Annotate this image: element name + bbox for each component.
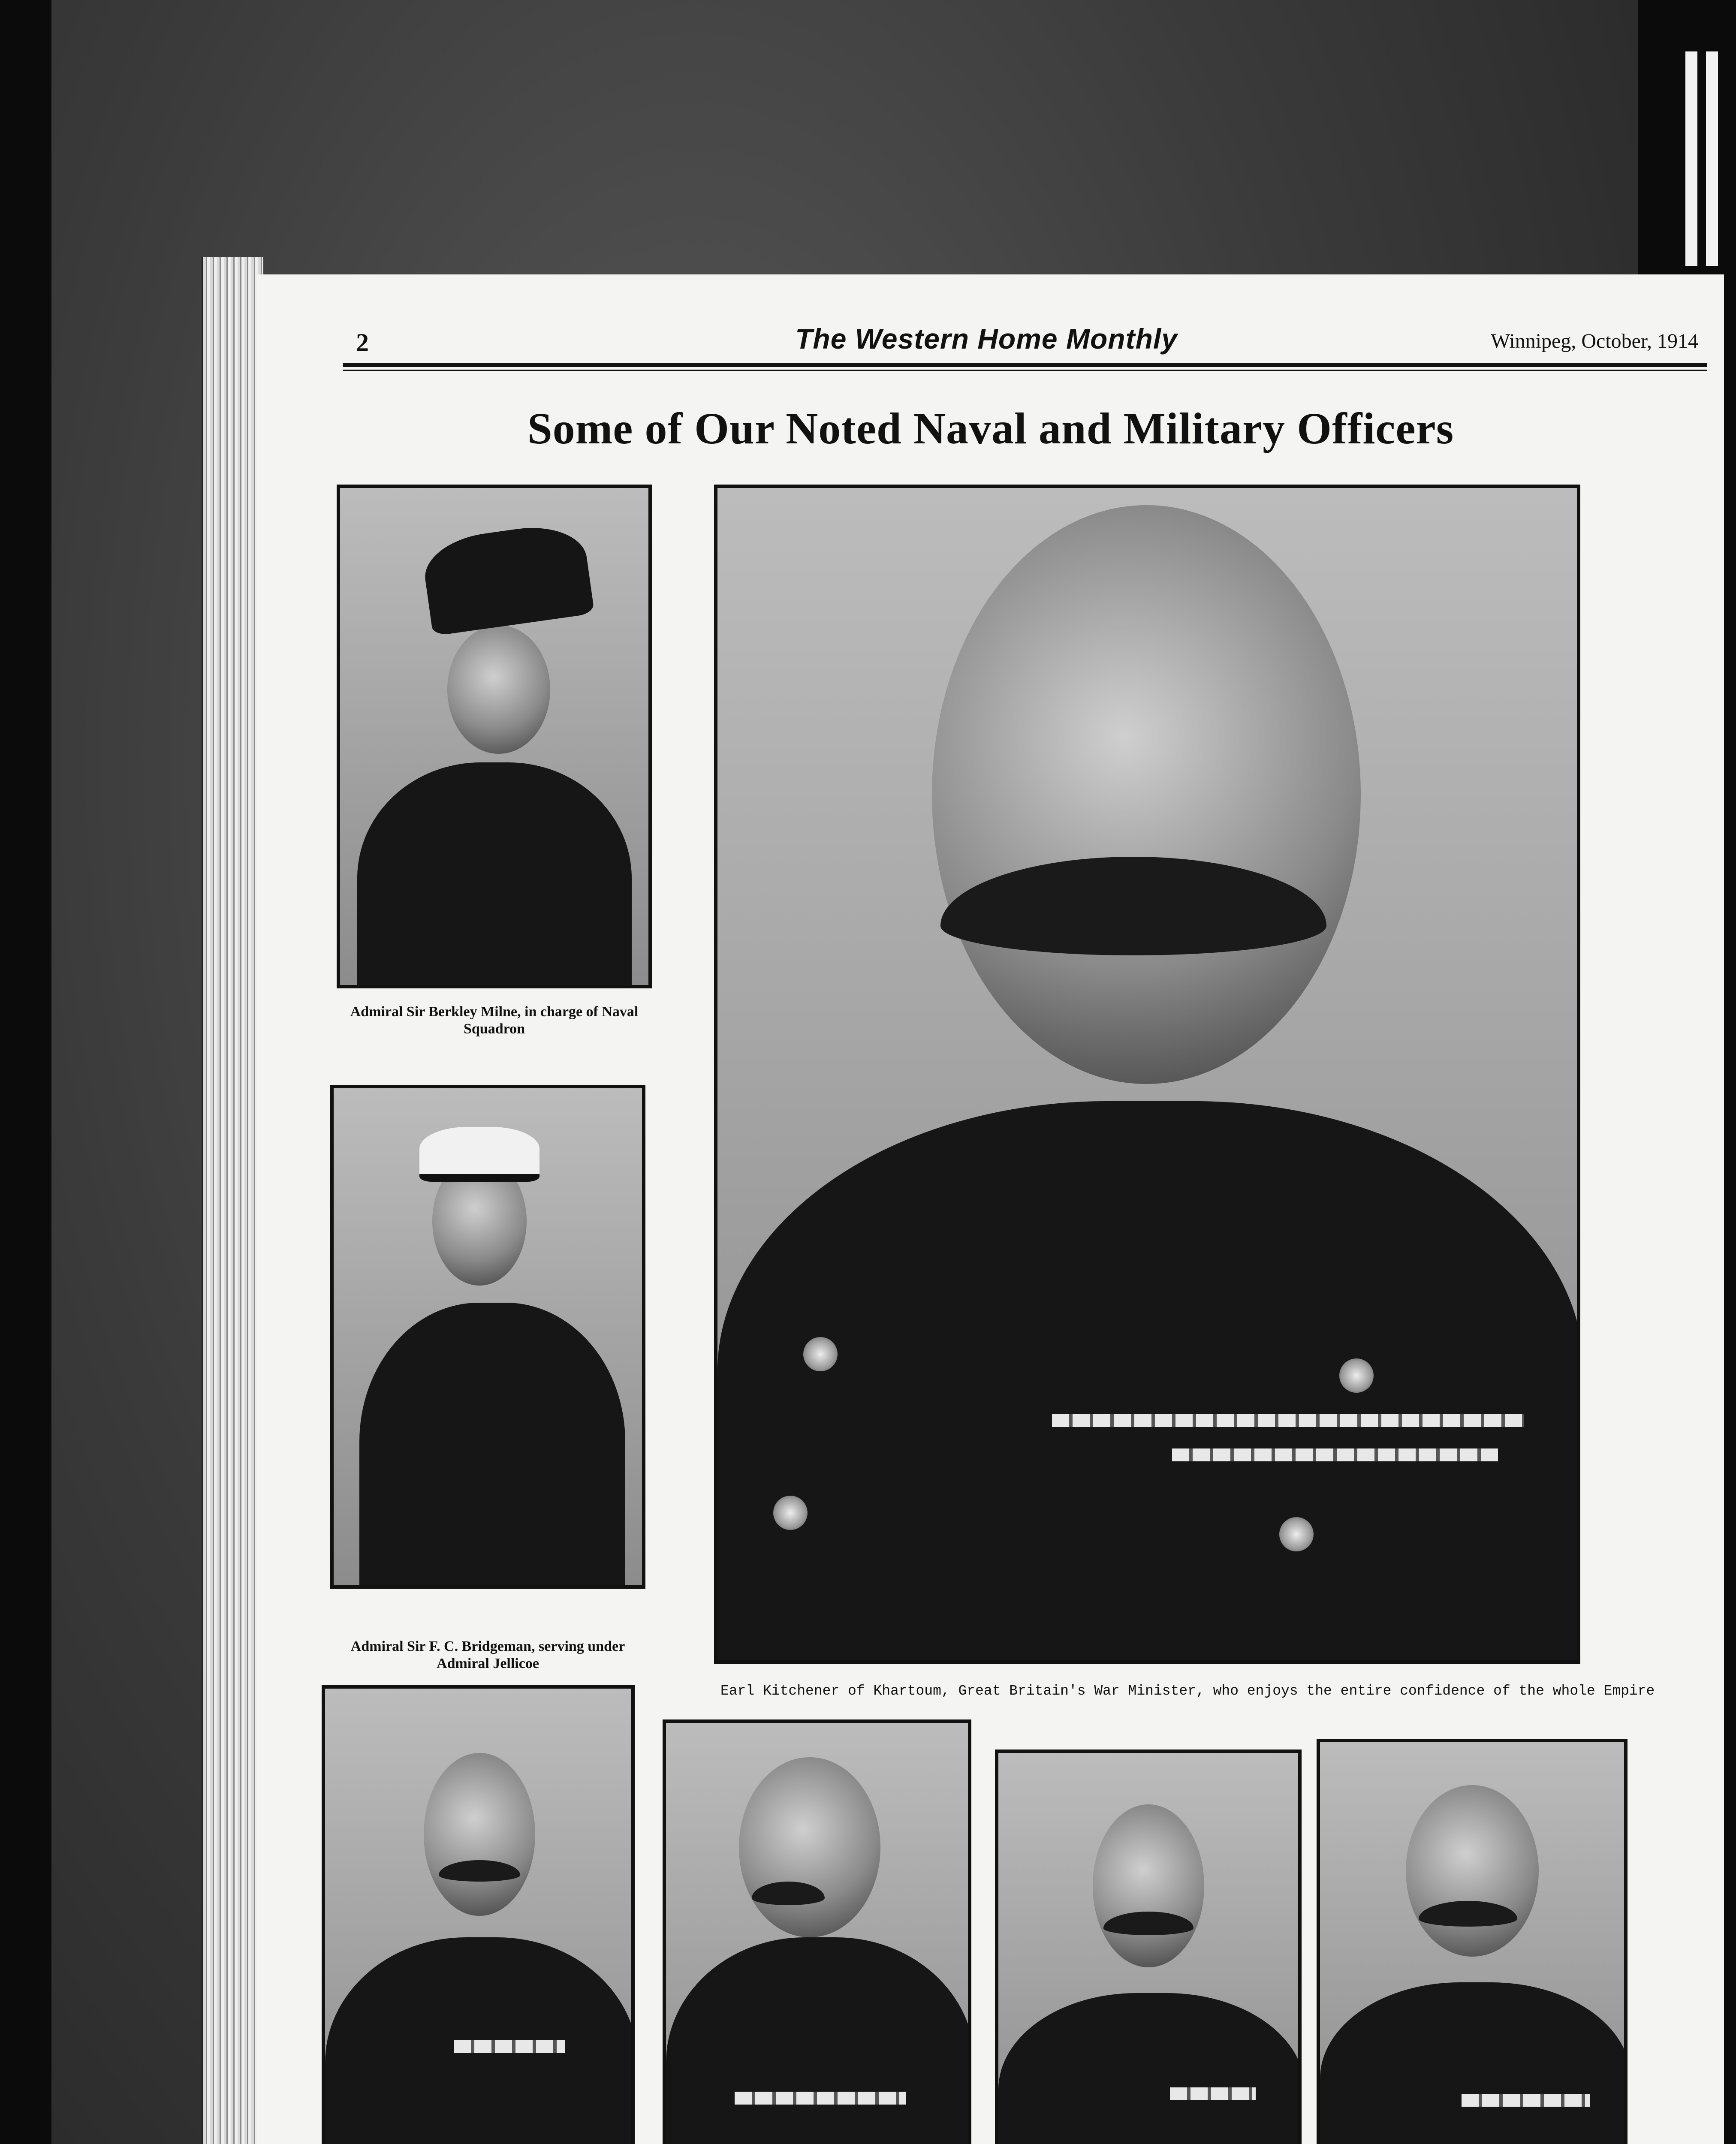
uniform xyxy=(359,1303,625,1589)
medal-ribbons xyxy=(1462,2094,1590,2107)
medal-ribbons xyxy=(1172,1448,1498,1461)
caption-milne: Admiral Sir Berkley Milne, in charge of Naval Squadron xyxy=(350,1004,639,1037)
article-headline: Some of Our Noted Naval and Military Officers xyxy=(527,404,1454,453)
portrait-bridgeman xyxy=(330,1085,645,1589)
uniform-button xyxy=(1339,1358,1374,1393)
portrait-face xyxy=(447,625,550,754)
header-rule xyxy=(343,363,1707,367)
medal-ribbons xyxy=(735,2092,906,2105)
uniform-button xyxy=(803,1337,838,1371)
portrait-haig xyxy=(995,1750,1302,2144)
uniform xyxy=(717,1101,1580,1664)
medal-ribbons xyxy=(1170,2087,1256,2100)
portrait-milne xyxy=(337,485,652,988)
portrait-murray xyxy=(322,1685,635,2144)
portrait-mackenzie xyxy=(1317,1739,1628,2144)
naval-cap xyxy=(419,1127,539,1182)
medal-ribbons xyxy=(1052,1414,1524,1427)
uniform xyxy=(666,1937,971,2144)
portrait-face xyxy=(739,1757,880,1937)
uniform xyxy=(357,762,632,988)
caption-bridgeman: Admiral Sir F. C. Bridgeman, serving under Admiral Jellicoe xyxy=(350,1638,625,1671)
portrait-face xyxy=(932,505,1361,1084)
calibration-stripe xyxy=(1685,51,1697,266)
scanner-dark-band-left xyxy=(0,0,51,2144)
page-number: 2 xyxy=(356,328,369,357)
page-header xyxy=(257,274,1724,386)
uniform xyxy=(1320,1982,1628,2144)
portrait-kitchener xyxy=(714,485,1580,1664)
dateline: Winnipeg, October, 1914 xyxy=(1490,330,1698,352)
bicorne-hat xyxy=(420,520,595,636)
portrait-face xyxy=(1406,1785,1539,1957)
masthead-title: The Western Home Monthly xyxy=(795,323,1178,355)
portrait-face xyxy=(424,1753,535,1916)
calibration-stripe xyxy=(1706,51,1718,266)
uniform-button xyxy=(773,1496,808,1530)
medal-ribbons xyxy=(454,2040,565,2053)
bound-page-edges xyxy=(202,257,263,2144)
portrait-face xyxy=(1093,1804,1204,1967)
uniform xyxy=(998,1993,1302,2144)
caption-kitchener: Earl Kitchener of Khartoum, Great Britain's War Minister, who enjoys the entire confidence of the whole Empire xyxy=(720,1683,1655,1699)
uniform-button xyxy=(1279,1517,1314,1551)
header-rule-thin xyxy=(343,370,1707,371)
portrait-smith-dorrien xyxy=(663,1719,971,2144)
magazine-page xyxy=(257,274,1724,2144)
